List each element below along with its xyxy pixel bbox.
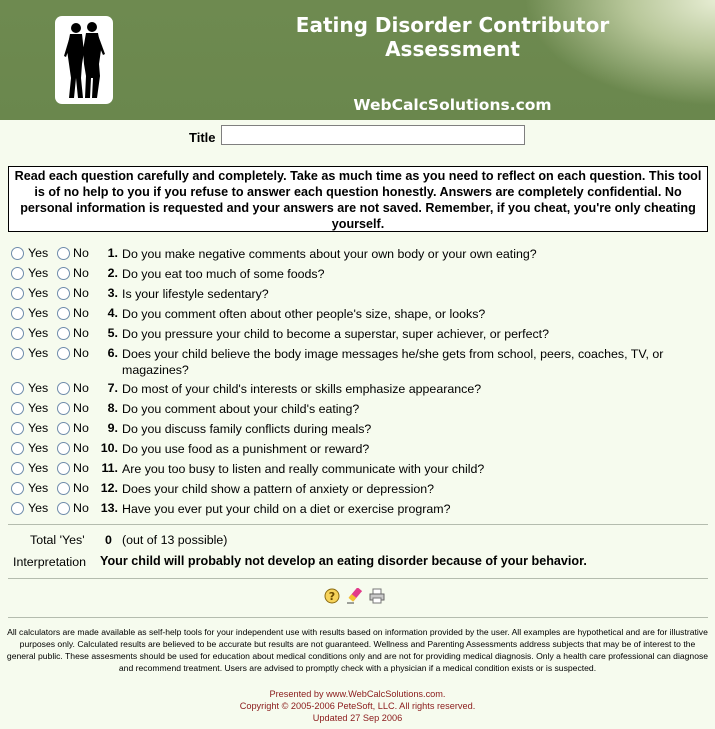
- question-text: Is your lifestyle sedentary?: [122, 287, 269, 301]
- yes-radio[interactable]: [11, 502, 24, 515]
- header-banner: [0, 0, 715, 120]
- no-radio[interactable]: [57, 422, 70, 435]
- yes-radio[interactable]: [11, 382, 24, 395]
- no-label[interactable]: No: [73, 421, 89, 435]
- help-icon[interactable]: [324, 588, 340, 604]
- title-label: Title: [189, 130, 216, 145]
- no-radio[interactable]: [57, 482, 70, 495]
- no-radio[interactable]: [57, 247, 70, 260]
- question-text: Does your child believe the body image messages he/she gets from school, peers, coaches, TV, or magazines?: [122, 347, 664, 377]
- yes-label[interactable]: Yes: [28, 246, 49, 260]
- yes-radio[interactable]: [11, 267, 24, 280]
- divider: [8, 524, 708, 525]
- no-label[interactable]: No: [73, 246, 89, 260]
- question-number: 13.: [100, 501, 118, 515]
- question-number: 10.: [100, 441, 118, 455]
- no-radio[interactable]: [57, 462, 70, 475]
- question-number: 5.: [107, 326, 118, 340]
- no-radio[interactable]: [57, 442, 70, 455]
- yes-label[interactable]: Yes: [28, 441, 49, 455]
- question-number: 1.: [107, 246, 118, 260]
- yes-radio[interactable]: [11, 247, 24, 260]
- question-number: 9.: [107, 421, 118, 435]
- total-yes-value: 0: [105, 533, 112, 547]
- question-text: Do you comment often about other people's size, shape, or looks?: [122, 307, 486, 321]
- question-number: 12.: [100, 481, 118, 495]
- updated-date: Updated 27 Sep 2006: [312, 713, 403, 723]
- yes-label[interactable]: Yes: [28, 421, 49, 435]
- no-label[interactable]: No: [73, 461, 89, 475]
- yes-radio[interactable]: [11, 462, 24, 475]
- yes-radio[interactable]: [11, 402, 24, 415]
- yes-radio[interactable]: [11, 327, 24, 340]
- clear-icon[interactable]: [346, 588, 362, 604]
- yes-label[interactable]: Yes: [28, 266, 49, 280]
- instructions-box: Read each question carefully and completely. Take as much time as you need to reflect on each question. This tool is of no help to you if you refuse to answer each question honestly. Answers are completely confidential. No personal information is requested and your answers are not saved. Remember, if you cheat, you're only cheating yourself.: [8, 166, 708, 232]
- question-number: 3.: [107, 286, 118, 300]
- yes-label[interactable]: Yes: [28, 381, 49, 395]
- question-number: 6.: [107, 346, 118, 360]
- question-number: 4.: [107, 306, 118, 320]
- question-text: Do you use food as a punishment or reward?: [122, 442, 370, 456]
- site-name: WebCalcSolutions.com: [353, 96, 552, 114]
- svg-text:?: ?: [328, 590, 336, 603]
- question-number: 7.: [107, 381, 118, 395]
- no-radio[interactable]: [57, 502, 70, 515]
- no-radio[interactable]: [57, 307, 70, 320]
- no-label[interactable]: No: [73, 481, 89, 495]
- yes-radio[interactable]: [11, 422, 24, 435]
- couple-silhouette-icon: [61, 20, 107, 102]
- disclaimer: All calculators are made available as self-help tools for your independent use with results based on information provided by the user. All examples are hypothetical and are for illustrative purposes only. Calculated results are believed to be accurate but results are not guaranteed. Wellness and Parenting Assessments address subjects that may be of interest to the general public. These assesments should be used for education about medical conditions only and are not for providing medical diagnosis. Only a health care professional can diagnose and recommend treatment. Users are advised to promptly check with a physician if a medical condition exists or is suspected.: [6, 627, 709, 673]
- divider: [8, 578, 708, 579]
- logo: [55, 16, 113, 104]
- no-radio[interactable]: [57, 347, 70, 360]
- copyright: Copyright © 2005-2006 PeteSoft, LLC. All rights reserved.: [239, 701, 476, 711]
- footer: [0, 688, 715, 724]
- question-number: 11.: [101, 461, 118, 475]
- yes-label[interactable]: Yes: [28, 326, 49, 340]
- yes-radio[interactable]: [11, 287, 24, 300]
- question-text: Do you make negative comments about your own body or your own eating?: [122, 247, 537, 261]
- yes-label[interactable]: Yes: [28, 461, 49, 475]
- yes-label[interactable]: Yes: [28, 306, 49, 320]
- yes-label[interactable]: Yes: [28, 501, 49, 515]
- interpretation-value: Your child will probably not develop an eating disorder because of your behavior.: [100, 554, 587, 568]
- presented-by[interactable]: Presented by www.WebCalcSolutions.com.: [269, 689, 446, 699]
- no-radio[interactable]: [57, 267, 70, 280]
- yes-radio[interactable]: [11, 482, 24, 495]
- no-radio[interactable]: [57, 402, 70, 415]
- no-label[interactable]: No: [73, 381, 89, 395]
- no-label[interactable]: No: [73, 401, 89, 415]
- no-label[interactable]: No: [73, 306, 89, 320]
- divider: [8, 617, 708, 618]
- question-text: Do most of your child's interests or skills emphasize appearance?: [122, 382, 482, 396]
- yes-radio[interactable]: [11, 307, 24, 320]
- no-label[interactable]: No: [73, 326, 89, 340]
- yes-radio[interactable]: [11, 442, 24, 455]
- question-text: Do you eat too much of some foods?: [122, 267, 325, 281]
- question-text: Does your child show a pattern of anxiety or depression?: [122, 482, 435, 496]
- no-radio[interactable]: [57, 327, 70, 340]
- no-label[interactable]: No: [73, 441, 89, 455]
- question-number: 8.: [107, 401, 118, 415]
- yes-label[interactable]: Yes: [28, 286, 49, 300]
- no-radio[interactable]: [57, 382, 70, 395]
- question-text: Do you discuss family conflicts during meals?: [122, 422, 372, 436]
- question-number: 2.: [107, 266, 118, 280]
- question-text: Do you pressure your child to become a superstar, super achiever, or perfect?: [122, 327, 550, 341]
- yes-label[interactable]: Yes: [28, 346, 49, 360]
- question-text: Have you ever put your child on a diet or exercise program?: [122, 502, 451, 516]
- title-input[interactable]: [221, 125, 525, 145]
- yes-label[interactable]: Yes: [28, 401, 49, 415]
- question-text: Are you too busy to listen and really communicate with your child?: [122, 462, 485, 476]
- question-text: Do you comment about your child's eating?: [122, 402, 360, 416]
- no-label[interactable]: No: [73, 346, 89, 360]
- total-yes-label: Total 'Yes': [30, 533, 85, 547]
- no-radio[interactable]: [57, 287, 70, 300]
- no-label[interactable]: No: [73, 286, 89, 300]
- no-label[interactable]: No: [73, 501, 89, 515]
- total-yes-note: (out of 13 possible): [122, 533, 228, 547]
- page-title: Eating Disorder Contributor Assessment: [295, 13, 610, 61]
- yes-radio[interactable]: [11, 347, 24, 360]
- no-label[interactable]: No: [73, 266, 89, 280]
- interpretation-label: Interpretation: [13, 555, 87, 569]
- yes-label[interactable]: Yes: [28, 481, 49, 495]
- print-icon[interactable]: [369, 588, 385, 604]
